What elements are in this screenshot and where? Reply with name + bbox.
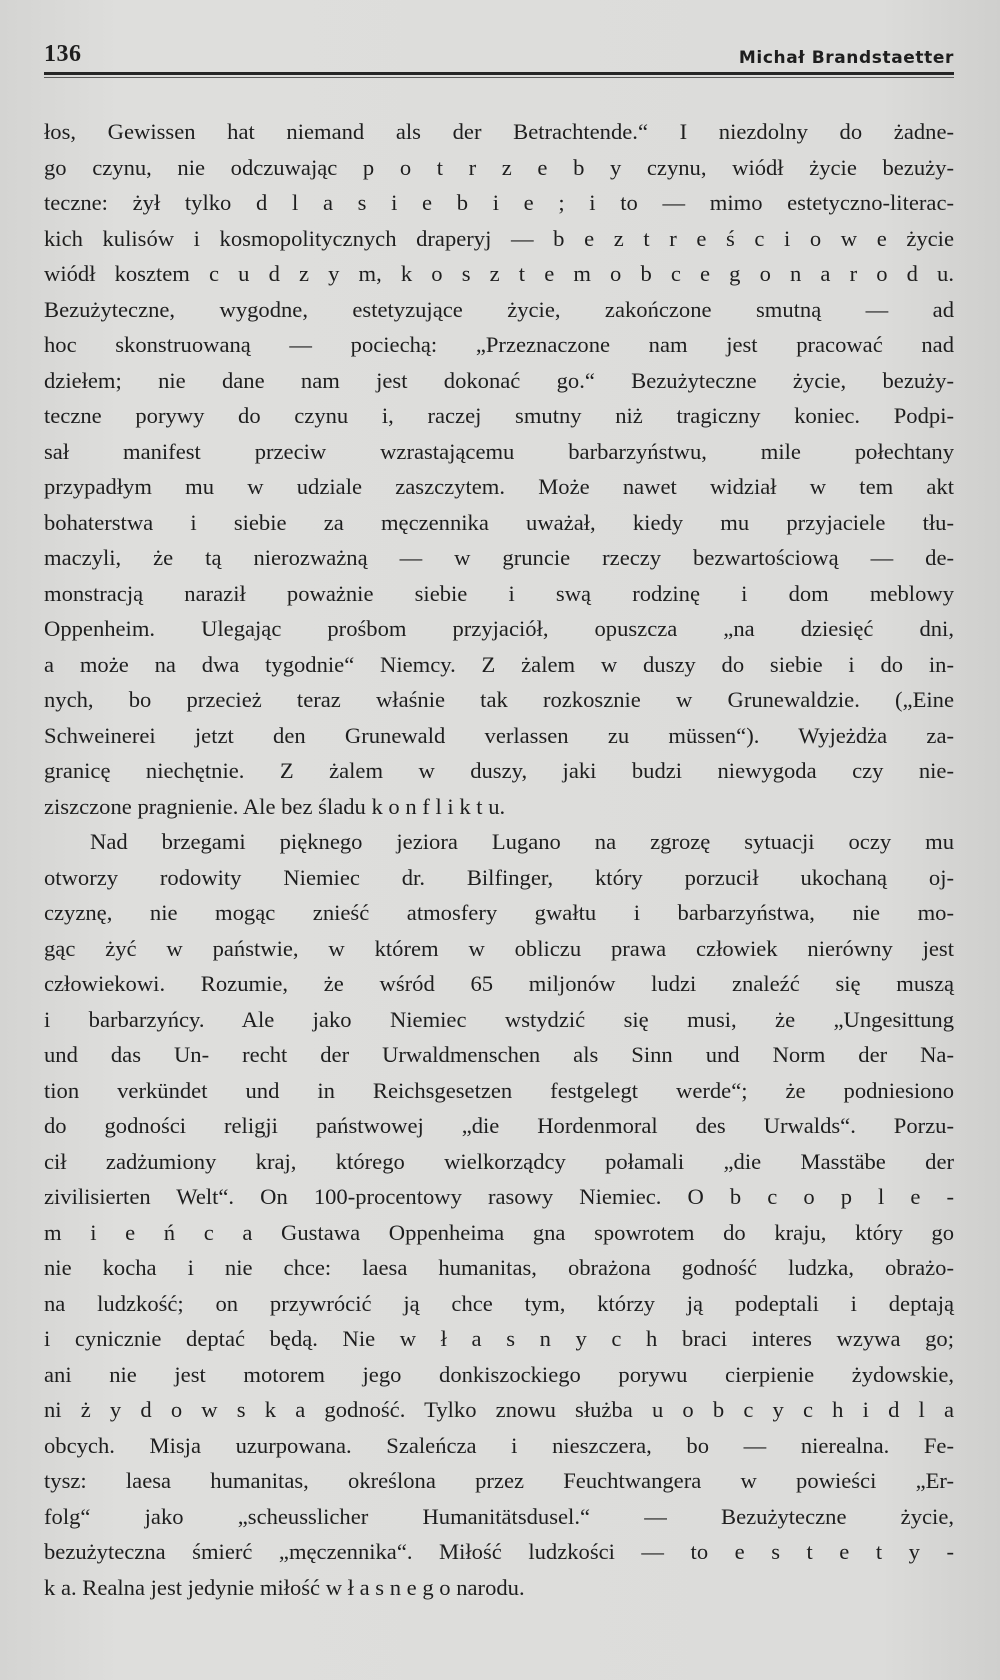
text-line: zivilisierten Welt“. On 100-procentowy rasowy Niemiec. O b c o p l e -	[44, 1184, 954, 1209]
text-line: bohaterstwa i siebie za męczennika uważał, kiedy mu przyjaciele tłu-	[44, 509, 954, 535]
text-line: ni ż y d o w s k a godność. Tylko znowu służba u o b c y c h i d l a	[44, 1397, 954, 1422]
text-line: i cynicznie deptać będą. Nie w ł a s n y c h braci interes wzywa go;	[44, 1326, 954, 1351]
text-line: na ludzkość; on przywrócić ją chce tym, którzy ją podeptali i deptają	[44, 1290, 954, 1316]
text-line: sał manifest przeciw wzrastającemu barbarzyństwu, mile połechtany	[44, 438, 954, 464]
text-line: k a. Realna jest jedynie miłość w ł a s n e g o narodu.	[44, 1574, 525, 1600]
text-line: tion verkündet und in Reichsgesetzen festgelegt werde“; że podniesiono	[44, 1077, 954, 1103]
text-line: und das Un- recht der Urwaldmenschen als Sinn und Norm der Na-	[44, 1042, 954, 1067]
text-line: nych, bo przecież teraz właśnie tak rozkosznie w Grunewaldzie. („Eine	[44, 687, 954, 712]
running-head	[44, 38, 954, 68]
text-line: monstracją naraził poważnie siebie i swą rodzinę i dom meblowy	[44, 580, 954, 606]
page-number: 136	[44, 41, 82, 67]
text-line: maczyli, że tą nierozważną — w gruncie rzeczy bezwartościową — de-	[44, 545, 954, 570]
text-line: teczne: żył tylko d l a s i e b i e ; i to — mimo estetyczno-literac-	[44, 190, 954, 215]
text-line: obcych. Misja uzurpowana. Szaleńcza i nieszczera, bo — nierealna. Fe-	[44, 1432, 954, 1458]
text-line: ziszczone pragnienie. Ale bez śladu k o n f l i k t u.	[44, 793, 506, 819]
header-rule-thin	[44, 77, 954, 78]
text-line: gąc żyć w państwie, w którem w obliczu prawa człowiek nierówny jest	[44, 935, 954, 961]
text-line: człowiekowi. Rozumie, że wśród 65 miljonów ludzi znaleźć się muszą	[44, 971, 954, 996]
text-line: bezużyteczna śmierć „męczennika“. Miłość ludzkości — to e s t e t y -	[44, 1539, 954, 1564]
text-line: ani nie jest motorem jego donkiszockiego porywu cierpienie żydowskie,	[44, 1361, 954, 1387]
text-line: m i e ń c a Gustawa Oppenheima gna spowrotem do kraju, który go	[44, 1219, 954, 1245]
text-line: czyznę, nie mogąc znieść atmosfery gwałtu i barbarzyństwa, nie mo-	[44, 900, 954, 925]
text-line: granicę niechętnie. Z żalem w duszy, jaki budzi niewygoda czy nie-	[44, 758, 954, 783]
text-line: dziełem; nie dane nam jest dokonać go.“ Bezużyteczne życie, bezuży-	[44, 367, 954, 393]
text-line: łos, Gewissen hat niemand als der Betrachtende.“ I niezdolny do żadne-	[44, 119, 954, 144]
text-line: Schweinerei jetzt den Grunewald verlassen zu müssen“). Wyjeżdża za-	[44, 722, 954, 748]
text-line: Nad brzegami pięknego jeziora Lugano na zgrozę sytuacji oczy mu	[90, 829, 954, 854]
header-rule	[44, 72, 954, 75]
text-line: Oppenheim. Ulegając prośbom przyjaciół, opuszcza „na dziesięć dni,	[44, 616, 954, 641]
text-line: do godności religji państwowej „die Hordenmoral des Urwalds“. Porzu-	[44, 1113, 954, 1138]
text-line: tysz: laesa humanitas, określona przez Feuchtwangera w powieści „Er-	[44, 1468, 954, 1493]
author-name: Michał Brandstaetter	[738, 48, 954, 68]
text-line: przypadłym mu w udziale zaszczytem. Może nawet widział w tem akt	[44, 474, 954, 499]
text-line: Bezużyteczne, wygodne, estetyzujące życie, zakończone smutną — ad	[44, 296, 954, 322]
text-line: teczne porywy do czynu i, raczej smutny niż tragiczny koniec. Podpi-	[44, 403, 954, 428]
text-line: nie kocha i nie chce: laesa humanitas, obrażona godność ludzka, obrażo-	[44, 1255, 954, 1280]
text-line: kich kulisów i kosmopolitycznych draperyj — b e z t r e ś c i o w e życie	[44, 225, 954, 251]
text-line: i barbarzyńcy. Ale jako Niemiec wstydzić się musi, że „Ungesittung	[44, 1006, 954, 1032]
body-text	[44, 114, 954, 1605]
text-line: cił zadżumiony kraj, którego wielkorządcy połamali „die Masstäbe der	[44, 1148, 954, 1174]
text-line: hoc skonstruowaną — pociechą: „Przeznaczone nam jest pracować nad	[44, 332, 954, 357]
text-line: a może na dwa tygodnie“ Niemcy. Z żalem w duszy do siebie i do in-	[44, 651, 954, 677]
text-line: folg“ jako „scheusslicher Humanitätsdusel.“ — Bezużyteczne życie,	[44, 1503, 954, 1529]
text-line: wiódł kosztem c u d z y m, k o s z t e m o b c e g o n a r o d u.	[44, 261, 954, 286]
text-line: go czynu, nie odczuwając p o t r z e b y czynu, wiódł życie bezuży-	[44, 154, 954, 180]
text-line: otworzy rodowity Niemiec dr. Bilfinger, który porzucił ukochaną oj-	[44, 864, 954, 890]
